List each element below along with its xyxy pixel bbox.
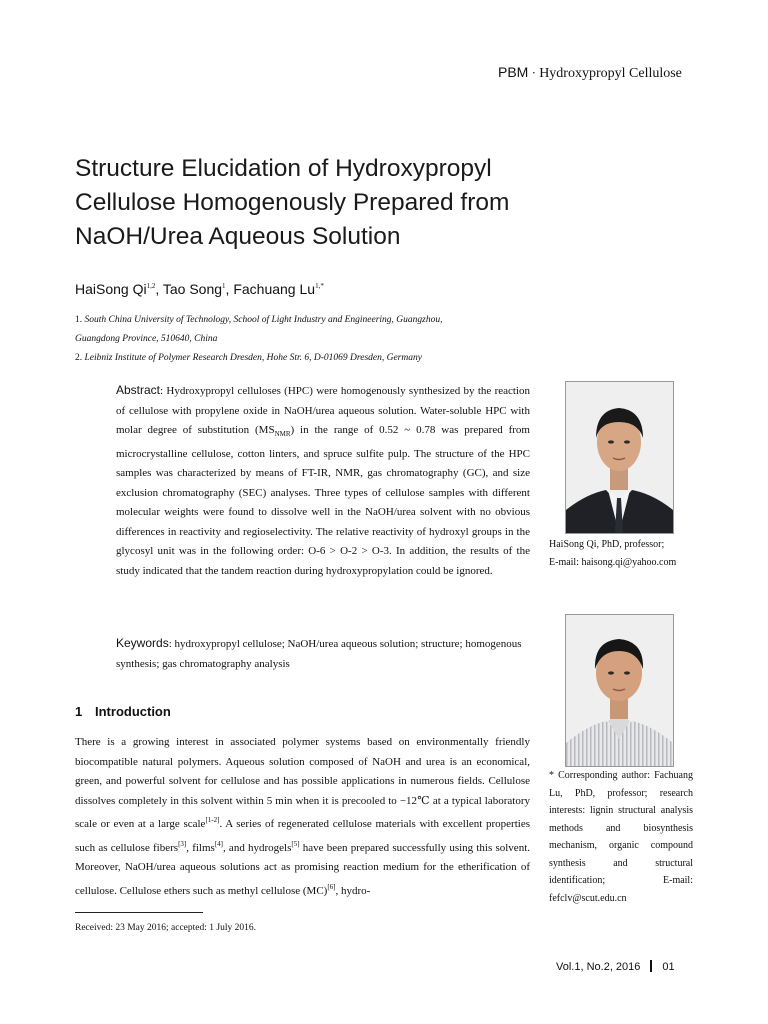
intro-text: There is a growing interest in associated polymer systems based on environmentally friendly biocompatible natural polymers. Aqueous solution composed of NaOH and urea is an economical, green, and powerful solvent for cellulose and has possible applications in numerous fields. Cellulose dissolves completely in this solvent within 5 min when it is precooled to −12℃ at a typical laboratory scale or even at a large scale	[75, 736, 530, 830]
intro-text: , hydro-	[335, 884, 371, 897]
abstract-colon: :	[160, 385, 167, 397]
affiliation-text: Leibniz Institute of Polymer Research Dresden, Hohe Str. 6, D-01069 Dresden, Germany	[84, 353, 422, 363]
affiliation-number: 1.	[75, 315, 83, 325]
citation: [4]	[214, 839, 223, 848]
keywords-text: hydroxypropyl cellulose; NaOH/urea aqueous solution; structure; homogenous synthesis; gas chromatography analysis	[116, 638, 522, 670]
title-line-1: Structure Elucidation of Hydroxypropyl	[75, 155, 492, 182]
section-number: 1	[75, 704, 83, 719]
title-line-2: Cellulose Homogenously Prepared from	[75, 189, 510, 216]
header-separator: ·	[531, 65, 536, 80]
received-date: Received: 23 May 2016; accepted: 1 July 2016.	[75, 923, 256, 933]
title-line-3: NaOH/Urea Aqueous Solution	[75, 223, 401, 250]
portrait-image	[566, 615, 673, 766]
section-heading	[75, 704, 171, 719]
affiliation-2	[75, 349, 422, 368]
intro-text: have been prepared successfully using this solvent. Moreover, NaOH/urea aqueous solutions act as promising reaction medium for the etherification of cellulose. Cellulose ethers such as methyl cellulose (MC)	[75, 841, 530, 897]
intro-text: , films	[186, 841, 215, 854]
intro-text: . A series of regenerated cellulose materials with excellent properties such as cellulose fibers	[75, 818, 530, 854]
author-separator: ,	[155, 281, 163, 297]
author-name: Fachuang Lu	[233, 281, 316, 297]
author-list	[75, 281, 324, 297]
footnote-divider	[75, 912, 203, 913]
citation: [5]	[291, 839, 300, 848]
author-photo-qi	[565, 381, 674, 534]
affiliation-text-cont: Guangdong Province, 510640, China	[75, 334, 218, 344]
page-number: 01	[662, 961, 675, 973]
intro-text: , and hydrogels	[222, 841, 292, 854]
author-affiliation-mark: 1,2	[146, 282, 156, 290]
abstract-text: Hydroxypropyl celluloses (HPC) were homogenously synthesized by the reaction of cellulose with propylene oxide in NaOH/urea aqueous solution. Water-soluble HPC with molar degree of substitution (MS	[116, 385, 530, 436]
abstract-label: Abstract	[116, 383, 161, 397]
author-caption-qi	[549, 536, 699, 572]
affiliation-1	[75, 311, 443, 349]
affiliation-number: 2.	[75, 353, 83, 363]
journal-code: PBM	[498, 64, 529, 80]
abstract-text-cont: ) in the range of 0.52 ~ 0.78 was prepared from microcrystalline cellulose, cotton linters, and spruce sulfite pulp. The structure of the HPC samples was characterized by means of FT-IR, NMR, gas chromatography (GC), and size exclusion chromatography (SEC) analyses. Three types of cellulose samples with different molecular weights were found to dissolve well in the NaOH/urea solvent with no obvious differences in reactivity and regioselectivity. The relative reactivity of hydroxyl groups in the glycosyl unit was in the following order: O-6 > O-2 > O-3. In addition, the results of the study indicated that the tandem reaction during hydroxypropylation could be ignored.	[116, 424, 530, 577]
paper-title	[75, 152, 545, 254]
portrait-image	[566, 382, 673, 533]
affiliation-text: South China University of Technology, School of Light Industry and Engineering, Guangzhou,	[84, 315, 443, 325]
author-name: HaiSong Qi	[75, 281, 147, 297]
volume-info: Vol.1, No.2, 2016	[556, 961, 641, 973]
abstract-subscript: NMR	[274, 430, 291, 439]
author-affiliation-mark: 1,*	[315, 282, 324, 290]
citation: [6]	[327, 882, 336, 891]
section-title: Introduction	[95, 704, 171, 719]
abstract	[116, 381, 530, 581]
caption-name: HaiSong Qi, PhD, professor;	[549, 539, 665, 550]
author-separator: ,	[225, 281, 234, 297]
keywords	[116, 634, 530, 674]
citation: [3]	[178, 839, 187, 848]
citation: [1-2]	[205, 816, 220, 824]
author-photo-lu	[565, 614, 674, 767]
author-affiliation-mark: 1	[222, 282, 226, 290]
journal-header	[498, 64, 698, 82]
author-caption-lu: * Corresponding author: Fachuang Lu, PhD, professor; research interests: lignin structural analysis methods and biosynthesis mechanism, organic compound synthesis and structural identification; E-mail: fefclv@scut.edu.cn	[549, 770, 693, 904]
section-name: Hydroxypropyl Cellulose	[539, 66, 682, 81]
caption-email: E-mail: haisong.qi@yahoo.com	[549, 557, 677, 568]
keywords-label: Keywords	[116, 636, 169, 650]
footer-divider	[650, 960, 652, 972]
keywords-colon: :	[168, 638, 175, 650]
page-footer	[556, 960, 675, 973]
author-name: Tao Song	[162, 281, 223, 297]
intro-paragraph	[75, 733, 530, 901]
